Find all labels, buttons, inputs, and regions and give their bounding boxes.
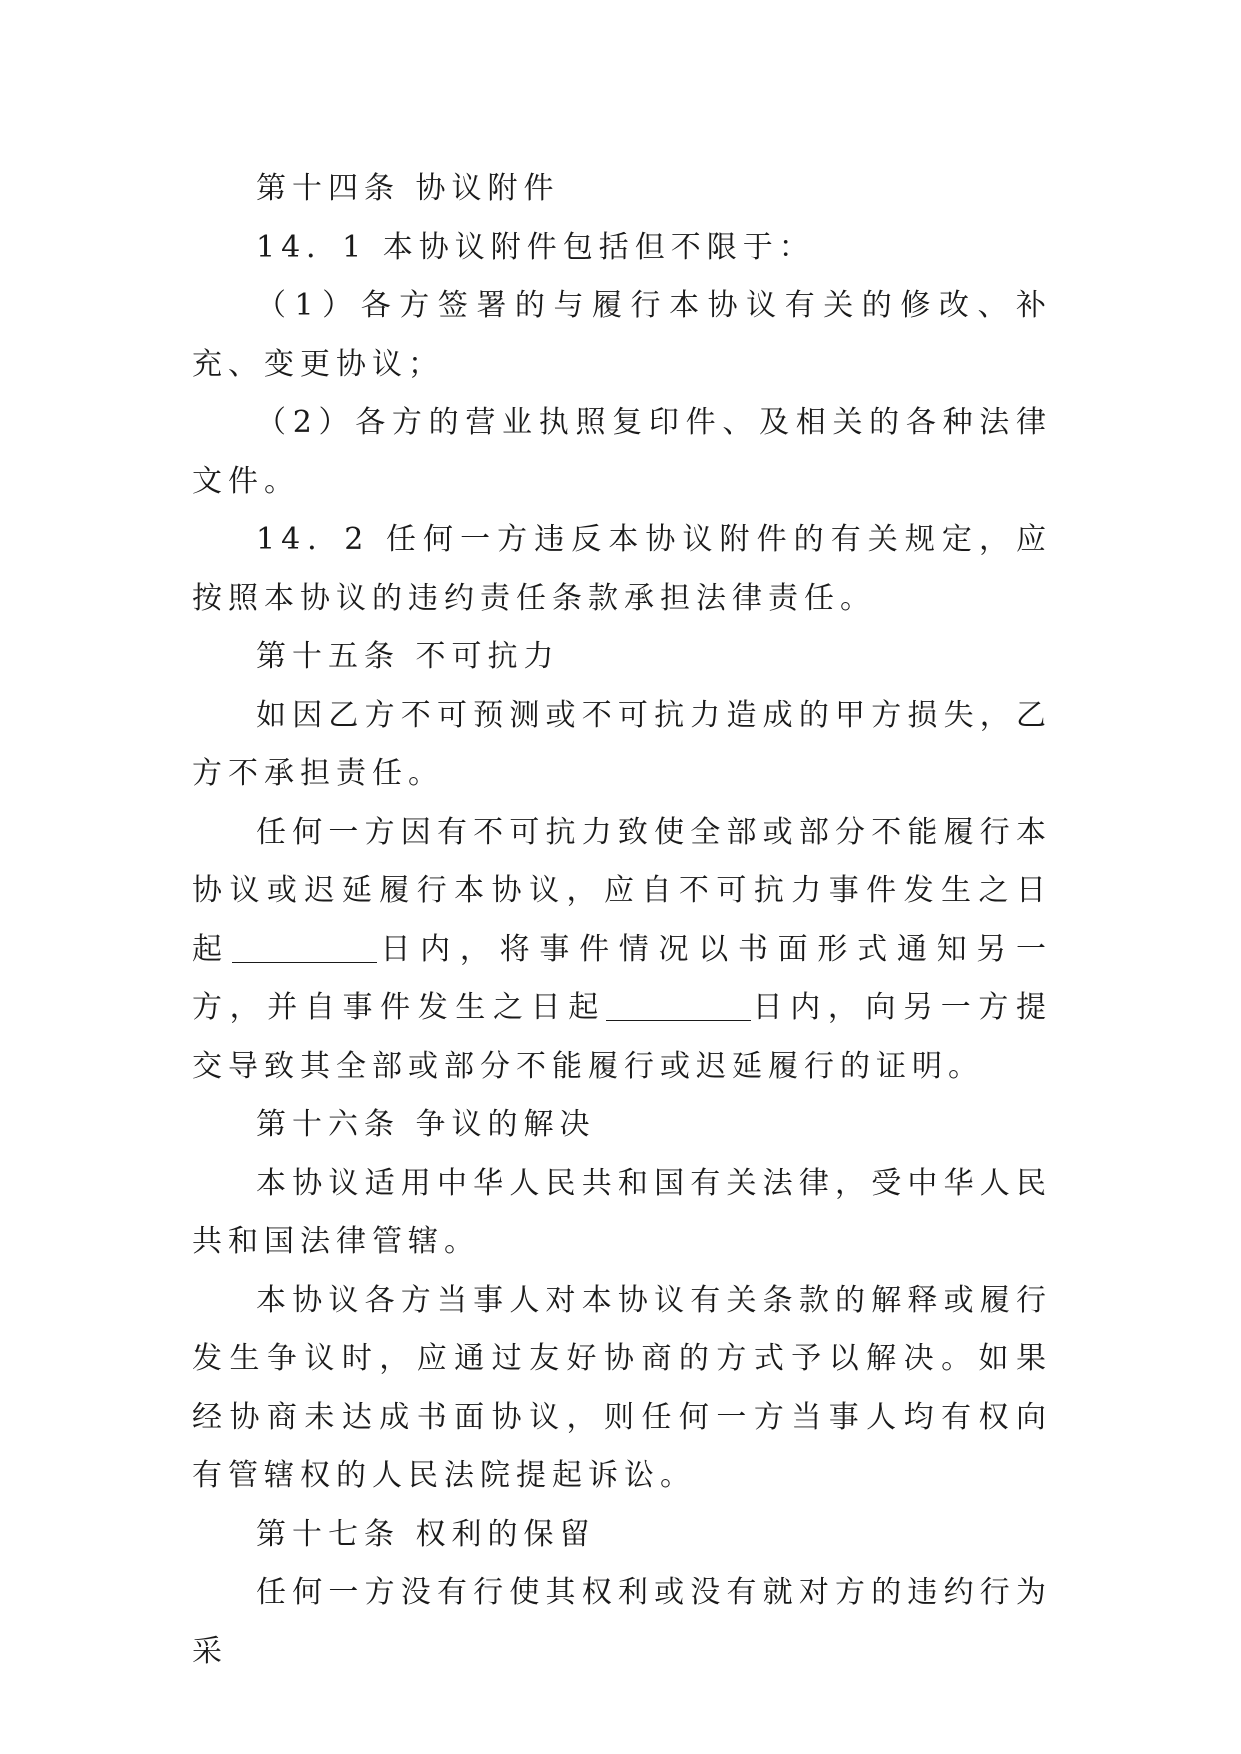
article-17-heading: 第十七条 权利的保留 (256, 1516, 596, 1552)
document-body (192, 160, 1052, 1681)
days-blank-2 (606, 990, 751, 1021)
article-14-clause-1: 14．1 本协议附件包括但不限于： (256, 229, 815, 265)
days-blank-1 (232, 932, 377, 963)
article-16-heading: 第十六条 争议的解决 (256, 1107, 596, 1142)
article-17-paragraph-1: 任何一方没有行使其权利或没有就对方的违约行为采 (192, 1575, 1052, 1669)
article-15-text-part-3: 日内，向另一方提交导致其全部或部分不能履行或迟延履行的证明。 (192, 990, 1053, 1084)
article-14-heading: 第十四条 协议附件 (256, 171, 560, 206)
article-14-clause-2: 14．2 任何一方违反本协议附件的有关规定，应按照本协议的违约责任条款承担法律责任。 (192, 522, 1052, 616)
article-16-paragraph-2: 本协议各方当事人对本协议有关条款的解释或履行发生争议时，应通过友好协商的方式予以解决。如果经协商未达成书面协议，则任何一方当事人均有权向有管辖权的人民法院提起诉讼。 (192, 1282, 1052, 1493)
article-14-item-1: （1）各方签署的与履行本协议有关的修改、补充、变更协议； (192, 288, 1052, 382)
article-16-paragraph-1: 本协议适用中华人民共和国有关法律，受中华人民共和国法律管辖。 (192, 1165, 1052, 1259)
article-15-paragraph-1: 如因乙方不可预测或不可抗力造成的甲方损失，乙方不承担责任。 (192, 697, 1052, 791)
article-15-text-part-2: 日内，将事件情况以书面形式通知另一方，并自事件发生之日起 (192, 931, 1053, 1025)
article-15-heading: 第十五条 不可抗力 (256, 639, 560, 674)
article-14-item-2: （2）各方的营业执照复印件、及相关的各种法律文件。 (192, 405, 1052, 499)
article-15-paragraph-2 (192, 804, 1052, 1097)
article-15-text-part-1: 任何一方因有不可抗力致使全部或部分不能履行本协议或迟延履行本协议，应自不可抗力事件发生之日起 (192, 814, 1052, 967)
